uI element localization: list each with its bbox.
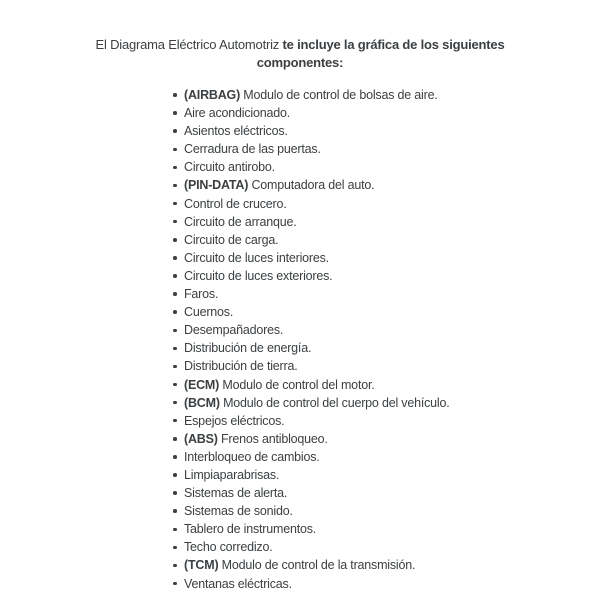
- component-label: Sistemas de alerta.: [184, 486, 288, 501]
- component-label: Cuernos.: [184, 305, 234, 320]
- list-item: [172, 412, 600, 430]
- component-label: Distribución de energía.: [184, 341, 312, 356]
- component-label: Ventanas eléctricas.: [184, 576, 292, 591]
- list-item: [172, 321, 600, 339]
- title-bold-text-line2: componentes:: [256, 55, 344, 70]
- component-label: Modulo de control del motor.: [219, 377, 375, 392]
- component-label: Circuito de carga.: [184, 232, 279, 247]
- list-item: [172, 556, 600, 574]
- list-item: [172, 357, 600, 375]
- list-item: [172, 213, 600, 231]
- component-label: Modulo de control del cuerpo del vehículo.: [219, 395, 450, 410]
- component-label: Interbloqueo de cambios.: [184, 449, 320, 464]
- component-label: Circuito de luces interiores.: [184, 250, 329, 265]
- list-item: [172, 176, 600, 194]
- list-item: [172, 104, 600, 122]
- list-item: [172, 285, 600, 303]
- list-item: [172, 448, 600, 466]
- list-item: [172, 538, 600, 556]
- list-item: [172, 339, 600, 357]
- list-item: [172, 466, 600, 484]
- list-item: [172, 140, 600, 158]
- component-label: Tablero de instrumentos.: [184, 522, 317, 537]
- list-item: [172, 575, 600, 593]
- component-label: Modulo de control de la transmisión.: [218, 558, 416, 573]
- list-item: [172, 484, 600, 502]
- component-label: Cerradura de las puertas.: [184, 142, 321, 157]
- component-code: (PIN-DATA): [184, 178, 249, 193]
- component-label: Modulo de control de bolsas de aire.: [240, 88, 438, 102]
- list-item: [172, 520, 600, 538]
- component-label: Distribución de tierra.: [184, 359, 298, 374]
- component-code: (BCM): [184, 395, 220, 410]
- component-label: Computadora del auto.: [248, 178, 375, 193]
- component-label: Asientos eléctricos.: [184, 124, 288, 139]
- component-label: Circuito antirobo.: [184, 160, 275, 175]
- component-label: Frenos antibloqueo.: [217, 431, 328, 446]
- component-label: Aire acondicionado.: [184, 106, 290, 121]
- component-code: (ECM): [184, 377, 220, 392]
- list-item: [172, 158, 600, 176]
- component-label: Techo corredizo.: [184, 540, 273, 555]
- list-item: [172, 394, 600, 412]
- list-item: [172, 86, 600, 104]
- component-code: (AIRBAG): [184, 88, 241, 102]
- list-item: [172, 267, 600, 285]
- list-item: [172, 502, 600, 520]
- component-code: (ABS): [184, 431, 218, 446]
- list-item: [172, 249, 600, 267]
- component-label: Limpiaparabrisas.: [184, 467, 280, 482]
- page-title: [0, 0, 600, 72]
- component-label: Sistemas de sonido.: [184, 504, 293, 519]
- component-list: [172, 86, 600, 593]
- title-regular-text: El Diagrama Eléctrico Automotriz: [95, 37, 283, 52]
- list-item: [172, 195, 600, 213]
- list-item: [172, 430, 600, 448]
- component-label: Circuito de luces exteriores.: [184, 268, 333, 283]
- list-item: [172, 122, 600, 140]
- component-label: Desempañadores.: [184, 323, 284, 338]
- list-item: [172, 376, 600, 394]
- component-label: Faros.: [184, 287, 219, 302]
- component-label: Circuito de arranque.: [184, 214, 297, 229]
- list-item: [172, 303, 600, 321]
- list-item: [172, 231, 600, 249]
- title-bold-text-line1: te incluye la gráfica de los siguientes: [282, 37, 505, 52]
- component-code: (TCM): [184, 558, 219, 573]
- component-label: Control de crucero.: [184, 196, 287, 211]
- component-label: Espejos eléctricos.: [184, 413, 285, 428]
